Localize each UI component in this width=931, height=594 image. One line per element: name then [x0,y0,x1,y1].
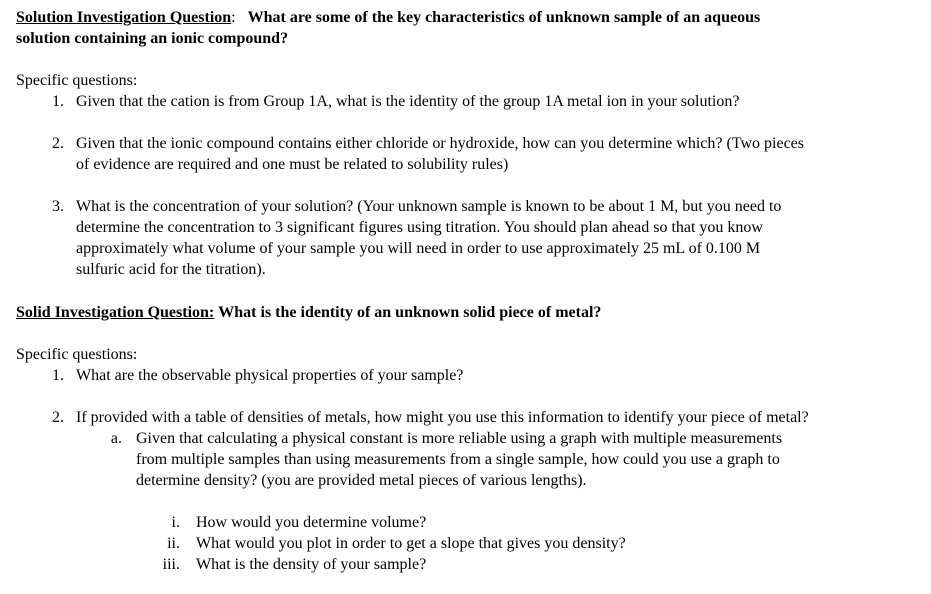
item-line: sulfuric acid for the titration). [76,261,266,278]
solid-specific-label: Specific questions: [16,346,138,363]
item-number: 3. [52,198,64,215]
item-line: approximately what volume of your sample you will need in order to use approximately 25 mL of 0.100 M [76,240,761,257]
subitem-line: from multiple samples than using measurements from a single sample, how could you use a graph to [136,451,780,468]
roman-number: ii. [167,535,180,552]
solution-question-text: What are some of the key characteristics of unknown sample of an aqueous [247,9,761,26]
roman-text: What is the density of your sample? [196,556,427,573]
item-number: 2. [52,409,64,426]
roman-text: What would you plot in order to get a slope that gives you density? [196,535,626,552]
solid-question-line [16,302,601,323]
item-line: Given that the cation is from Group 1A, what is the identity of the group 1A metal ion in your solution? [76,93,740,110]
solid-question-text: What is the identity of an unknown solid piece of metal? [218,304,602,321]
heading-colon: : [231,9,236,26]
solution-question-line1 [16,7,760,28]
subitem-line: determine density? (you are provided metal pieces of various lengths). [136,472,587,489]
item-number: 1. [52,93,64,110]
roman-number: iii. [162,556,180,573]
solution-heading: Solution Investigation Question [16,9,232,26]
item-line: What are the observable physical properties of your sample? [76,367,464,384]
item-line: of evidence are required and one must be related to solubility rules) [76,156,509,173]
roman-text: How would you determine volume? [196,514,427,531]
subitem-letter: a. [110,430,122,447]
item-line: determine the concentration to 3 significant figures using titration. You should plan ahead so that you know [76,219,763,236]
item-line: Given that the ionic compound contains either chloride or hydroxide, how can you determine which? (Two pieces [76,135,804,152]
item-line: What is the concentration of your solution? (Your unknown sample is known to be about 1 M, but you need to [76,198,782,215]
item-number: 1. [52,367,64,384]
solid-heading: Solid Investigation Question: [16,304,215,321]
solution-question-line2: solution containing an ionic compound? [16,30,289,47]
item-line: If provided with a table of densities of metals, how might you use this information to identify your piece of metal? [76,409,809,426]
item-number: 2. [52,135,64,152]
subitem-line: Given that calculating a physical constant is more reliable using a graph with multiple measurements [136,430,783,447]
solution-specific-label: Specific questions: [16,72,138,89]
roman-number: i. [171,514,180,531]
